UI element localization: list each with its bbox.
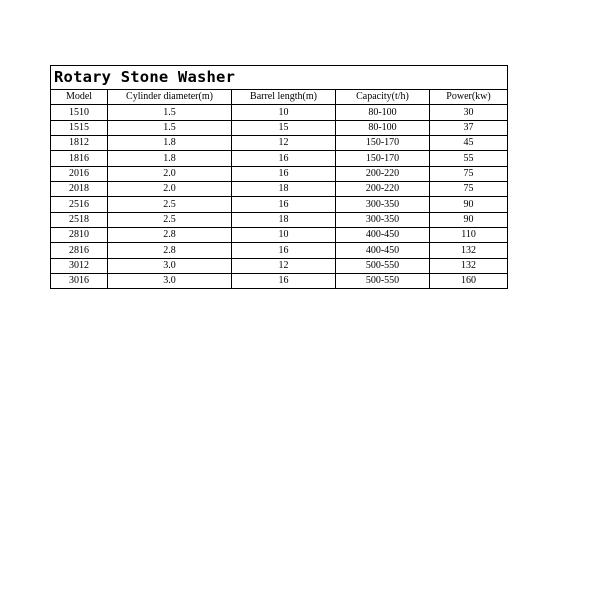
power-cell: 37 [430,120,508,135]
table-row [51,105,508,120]
barrel-length-cell: 16 [232,197,336,212]
capacity-cell: 80-100 [336,105,430,120]
model-cell: 2518 [51,212,108,227]
power-cell: 75 [430,166,508,181]
table-row [51,182,508,197]
cylinder-diameter-cell: 2.0 [108,182,232,197]
table-row [51,166,508,181]
table-title: Rotary Stone Washer [51,66,508,90]
table-row [51,212,508,227]
power-cell: 160 [430,274,508,289]
cylinder-diameter-cell: 2.8 [108,243,232,258]
barrel-length-cell: 16 [232,243,336,258]
capacity-cell: 150-170 [336,136,430,151]
model-cell: 2016 [51,166,108,181]
table-row [51,136,508,151]
capacity-cell: 200-220 [336,166,430,181]
capacity-cell: 400-450 [336,243,430,258]
power-cell: 30 [430,105,508,120]
header-barrel-length: Barrel length(m) [232,90,336,105]
model-cell: 2018 [51,182,108,197]
table-row [51,197,508,212]
power-cell: 55 [430,151,508,166]
model-cell: 1812 [51,136,108,151]
power-cell: 90 [430,197,508,212]
barrel-length-cell: 12 [232,136,336,151]
capacity-cell: 300-350 [336,197,430,212]
capacity-cell: 200-220 [336,182,430,197]
model-cell: 1515 [51,120,108,135]
capacity-cell: 300-350 [336,212,430,227]
cylinder-diameter-cell: 2.8 [108,228,232,243]
table-row [51,120,508,135]
model-cell: 3012 [51,258,108,273]
spec-table [50,65,508,289]
model-cell: 2816 [51,243,108,258]
title-row [51,66,508,90]
cylinder-diameter-cell: 2.5 [108,197,232,212]
capacity-cell: 80-100 [336,120,430,135]
header-capacity: Capacity(t/h) [336,90,430,105]
capacity-cell: 500-550 [336,258,430,273]
power-cell: 45 [430,136,508,151]
cylinder-diameter-cell: 1.8 [108,151,232,166]
barrel-length-cell: 16 [232,166,336,181]
power-cell: 75 [430,182,508,197]
barrel-length-cell: 10 [232,105,336,120]
table-row [51,228,508,243]
cylinder-diameter-cell: 1.5 [108,120,232,135]
cylinder-diameter-cell: 3.0 [108,258,232,273]
barrel-length-cell: 16 [232,274,336,289]
model-cell: 1816 [51,151,108,166]
barrel-length-cell: 16 [232,151,336,166]
capacity-cell: 400-450 [336,228,430,243]
power-cell: 132 [430,258,508,273]
cylinder-diameter-cell: 1.5 [108,105,232,120]
power-cell: 110 [430,228,508,243]
table-row [51,243,508,258]
cylinder-diameter-cell: 2.5 [108,212,232,227]
cylinder-diameter-cell: 1.8 [108,136,232,151]
barrel-length-cell: 10 [232,228,336,243]
capacity-cell: 500-550 [336,274,430,289]
table-body [51,105,508,289]
capacity-cell: 150-170 [336,151,430,166]
barrel-length-cell: 15 [232,120,336,135]
cylinder-diameter-cell: 2.0 [108,166,232,181]
header-power: Power(kw) [430,90,508,105]
model-cell: 1510 [51,105,108,120]
table-row [51,151,508,166]
barrel-length-cell: 18 [232,212,336,227]
model-cell: 2516 [51,197,108,212]
power-cell: 132 [430,243,508,258]
header-row [51,90,508,105]
model-cell: 2810 [51,228,108,243]
header-cylinder-diameter: Cylinder diameter(m) [108,90,232,105]
barrel-length-cell: 12 [232,258,336,273]
model-cell: 3016 [51,274,108,289]
cylinder-diameter-cell: 3.0 [108,274,232,289]
table-row [51,258,508,273]
barrel-length-cell: 18 [232,182,336,197]
power-cell: 90 [430,212,508,227]
header-model: Model [51,90,108,105]
table-row [51,274,508,289]
